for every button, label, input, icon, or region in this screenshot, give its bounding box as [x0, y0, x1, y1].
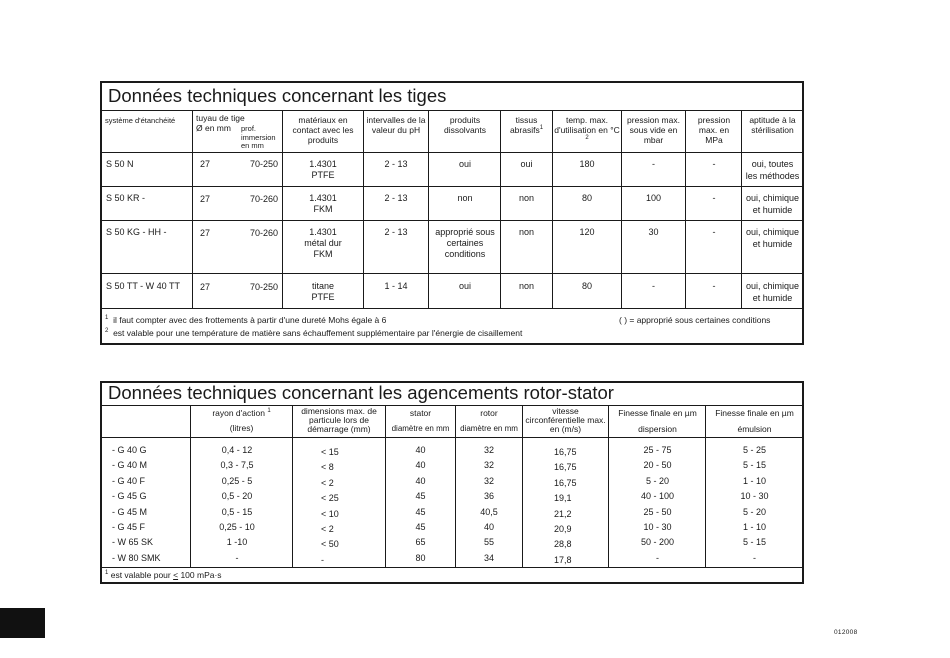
header-tissus-label: tissus abrasifs — [509, 115, 540, 135]
cell-stator: 40 — [415, 445, 426, 455]
cell-rayon: 0,25 - 5 — [221, 475, 253, 486]
header-emulsion-unit: émulsion — [737, 424, 772, 434]
cell-profondeur: 70-250 — [249, 282, 278, 292]
cell-pression-max: - — [712, 281, 716, 291]
header-rotor-unit: diamètre en mm — [460, 424, 518, 433]
cell-rotor: 40 — [483, 522, 494, 532]
cell-emulsion: 1 - 10 — [742, 522, 766, 532]
cell-vitesse: 20,9 — [554, 524, 572, 534]
cell-dispersion: 5 - 20 — [645, 475, 669, 486]
header-pression-vide: pression max. sous vide en mbar — [627, 115, 680, 145]
cell-model: - W 65 SK — [112, 537, 154, 548]
cell-stator: 40 — [415, 475, 426, 486]
footnote-text: est valable pour — [110, 570, 171, 580]
footnote-viscosite — [105, 570, 222, 581]
divider — [685, 110, 686, 308]
cell-materiaux: PTFE — [311, 170, 335, 180]
header-ph: intervalles de la valeur du pH — [366, 115, 426, 135]
cell-rayon: 0,5 - 15 — [221, 506, 253, 517]
cell-vitesse: 17,8 — [554, 554, 572, 565]
header-dispersion-unit: dispersion — [638, 424, 677, 434]
cell-aptitude: et humide — [752, 293, 793, 303]
divider — [102, 186, 802, 187]
cell-dimensions: < 50 — [321, 539, 339, 550]
cell-temp: 180 — [579, 159, 595, 169]
cell-dispersion: 20 - 50 — [643, 460, 672, 471]
cell-emulsion: - — [753, 552, 756, 563]
header-pression-max: pression max. en MPa — [697, 115, 731, 145]
cell-aptitude: oui, toutes — [751, 159, 794, 169]
cell-materiaux: FKM — [313, 204, 333, 214]
cell-pression-vide: - — [652, 281, 655, 291]
cell-profondeur: 70-250 — [249, 159, 278, 169]
cell-model: - W 80 SMK — [112, 552, 161, 563]
cell-model: - G 40 G — [112, 445, 147, 455]
footnote-mark: 2 — [585, 135, 589, 142]
cell-produits: non — [457, 193, 473, 203]
header-temp — [554, 115, 620, 145]
header-dimensions: dimensions max. de particule lors de démarrage (mm) — [301, 406, 377, 434]
divider — [741, 110, 742, 308]
cell-vitesse: 16,75 — [554, 462, 577, 473]
header-aptitude: aptitude à la stérilisation — [749, 115, 796, 135]
cell-dispersion: 25 - 75 — [643, 445, 672, 455]
cell-dispersion: - — [656, 552, 659, 563]
cell-systeme: S 50 TT - W 40 TT — [106, 281, 181, 291]
cell-produits: oui — [458, 159, 471, 169]
cell-tissus: non — [518, 281, 535, 291]
cell-ph: 2 - 13 — [384, 227, 408, 237]
cell-systeme: S 50 KR - — [106, 193, 146, 203]
cell-materiaux: 1.4301 — [309, 193, 337, 203]
cell-produits: certaines — [446, 238, 484, 248]
header-temp-label: temp. max. d'utilisation en °C — [554, 115, 620, 135]
divider — [385, 405, 386, 567]
cell-tissus: non — [518, 227, 535, 237]
cell-dimensions: < 25 — [321, 493, 339, 504]
divider — [705, 405, 706, 567]
divider — [292, 405, 293, 567]
cell-aptitude: oui, chimique — [745, 193, 800, 203]
cell-rayon: 0,3 - 7,5 — [220, 460, 254, 471]
cell-stator: 45 — [415, 522, 426, 532]
header-materiaux: matériaux en contact avec les produits — [292, 115, 354, 145]
cell-tissus: non — [518, 193, 535, 203]
divider — [102, 152, 802, 153]
cell-materiaux: métal dur — [304, 238, 342, 248]
cell-stator: 45 — [415, 506, 426, 517]
cell-emulsion: 5 - 15 — [742, 460, 766, 471]
cell-rotor: 32 — [483, 460, 494, 471]
divider — [102, 110, 802, 111]
cell-vitesse: 16,75 — [554, 477, 577, 488]
divider — [102, 405, 802, 406]
header-rotor: rotor — [480, 408, 498, 418]
cell-dimensions: - — [321, 554, 324, 565]
cell-diametre: 27 — [200, 282, 211, 292]
cell-rotor: 36 — [483, 491, 494, 502]
cell-rayon: 0,4 - 12 — [221, 445, 253, 455]
header-vitesse: vitesse circonférentielle max. en (m/s) — [525, 406, 606, 434]
divider — [428, 110, 429, 308]
header-tuyau: tuyau de tige — [196, 113, 245, 123]
cell-dimensions: < 8 — [321, 462, 334, 473]
divider — [102, 273, 802, 274]
divider — [192, 110, 193, 308]
cell-dispersion: 40 - 100 — [640, 491, 675, 502]
footnote-mark: 1 — [105, 570, 109, 577]
footnote-text: 100 mPa·s — [180, 570, 222, 580]
header-stator: stator — [409, 408, 432, 418]
footnote-text: il faut compter avec des frottements à partir d'une dureté Mohs égale à 6 — [113, 315, 387, 325]
cell-rayon: - — [235, 552, 239, 563]
cell-rotor: 55 — [483, 537, 494, 548]
header-diametre: Ø en mm — [196, 123, 231, 133]
cell-vitesse: 28,8 — [554, 539, 572, 550]
cell-aptitude: les méthodes — [745, 171, 800, 181]
page-marker-block — [0, 608, 45, 638]
cell-dispersion: 10 - 30 — [643, 522, 672, 532]
page-code: 012008 — [834, 629, 858, 636]
divider — [282, 110, 283, 308]
cell-materiaux: FKM — [313, 249, 333, 259]
header-systeme: système d'étanchéité — [105, 116, 176, 125]
table-tiges — [100, 81, 804, 345]
cell-diametre: 27 — [200, 194, 211, 204]
cell-profondeur: 70-260 — [249, 194, 278, 204]
cell-dispersion: 50 - 200 — [640, 537, 675, 548]
footnote-text: est valable pour une température de matière sans échauffement supplémentaire par l'énergie de cisaillement — [113, 328, 523, 338]
cell-rayon: 1 -10 — [226, 537, 248, 548]
footnote-symbol: < — [173, 570, 179, 580]
footnote-mark: 1 — [267, 408, 271, 415]
header-stator-unit: diamètre en mm — [391, 424, 450, 433]
cell-rotor: 32 — [483, 445, 494, 455]
cell-stator: 65 — [415, 537, 426, 548]
cell-model: - G 45 M — [112, 506, 148, 517]
cell-pression-max: - — [712, 227, 716, 237]
cell-temp: 80 — [581, 193, 592, 203]
cell-systeme: S 50 KG - HH - — [106, 227, 167, 237]
cell-emulsion: 5 - 15 — [742, 537, 766, 548]
cell-pression-max: - — [712, 159, 716, 169]
cell-temp: 120 — [579, 227, 595, 237]
cell-dispersion: 25 - 50 — [643, 506, 672, 517]
cell-rotor: 34 — [483, 552, 494, 563]
cell-diametre: 27 — [200, 228, 211, 238]
header-rayon-unit: (litres) — [229, 423, 254, 433]
cell-produits: conditions — [444, 249, 486, 259]
cell-emulsion: 5 - 20 — [742, 506, 766, 517]
divider — [621, 110, 622, 308]
cell-materiaux: 1.4301 — [309, 227, 337, 237]
cell-pression-max: - — [712, 193, 716, 203]
cell-vitesse: 16,75 — [554, 447, 577, 457]
footnote-2 — [105, 328, 522, 339]
cell-model: - G 40 F — [112, 475, 146, 486]
cell-rayon: 0,5 - 20 — [221, 491, 253, 502]
cell-emulsion: 1 - 10 — [742, 475, 766, 486]
cell-profondeur: 70-260 — [249, 228, 278, 238]
cell-vitesse: 21,2 — [554, 508, 572, 519]
header-profondeur: prof. immersion en mm — [241, 124, 276, 150]
cell-aptitude: oui, chimique — [745, 281, 800, 291]
divider — [102, 308, 802, 309]
cell-materiaux: 1.4301 — [309, 159, 337, 169]
divider — [522, 405, 523, 567]
cell-ph: 1 - 14 — [384, 281, 408, 291]
cell-aptitude: oui, chimique — [745, 227, 800, 237]
cell-rotor: 40,5 — [480, 506, 498, 517]
cell-produits: approprié sous — [435, 227, 495, 237]
cell-diametre: 27 — [200, 159, 211, 169]
header-rayon — [192, 408, 291, 418]
cell-model: - G 40 M — [112, 460, 148, 471]
cell-stator: 80 — [415, 552, 426, 563]
footnote-legend: ( ) = approprié sous certaines conditions — [619, 315, 771, 325]
cell-stator: 45 — [415, 491, 426, 502]
header-tissus — [502, 115, 551, 135]
table-tiges-title: Données techniques concernant les tiges — [108, 85, 447, 106]
cell-dimensions: < 2 — [321, 477, 334, 488]
table-rotor-stator — [100, 381, 804, 584]
cell-stator: 40 — [415, 460, 426, 471]
divider — [608, 405, 609, 567]
divider — [363, 110, 364, 308]
divider — [552, 110, 553, 308]
divider — [500, 110, 501, 308]
cell-ph: 2 - 13 — [384, 193, 408, 203]
header-finesse-emulsion: Finesse finale en µm — [715, 408, 794, 418]
footnote-1 — [105, 315, 386, 326]
divider — [190, 405, 191, 567]
table-rotor-stator-title: Données techniques concernant les agencements rotor-stator — [108, 382, 614, 403]
cell-systeme: S 50 N — [106, 159, 134, 169]
cell-aptitude: et humide — [752, 205, 793, 215]
cell-materiaux: titane — [311, 281, 335, 291]
cell-model: - G 45 F — [112, 522, 146, 532]
cell-rayon: 0,25 - 10 — [219, 522, 255, 532]
cell-produits: oui — [458, 281, 471, 291]
header-rayon-label: rayon d'action — [212, 408, 265, 418]
cell-temp: 80 — [581, 281, 592, 291]
cell-tissus: oui — [520, 159, 533, 169]
cell-pression-vide: 30 — [648, 227, 659, 237]
cell-emulsion: 5 - 25 — [742, 445, 766, 455]
cell-rotor: 32 — [483, 475, 494, 486]
divider — [102, 437, 802, 438]
footnote-mark: 1 — [105, 315, 109, 322]
footnote-mark: 1 — [539, 125, 544, 132]
cell-model: - G 45 G — [112, 491, 147, 502]
cell-dimensions: < 10 — [321, 508, 339, 519]
header-produits: produits dissolvants — [443, 115, 487, 135]
cell-vitesse: 19,1 — [554, 493, 572, 504]
divider — [102, 220, 802, 221]
header-finesse-dispersion: Finesse finale en µm — [618, 408, 697, 418]
divider — [102, 567, 802, 568]
cell-ph: 2 - 13 — [384, 159, 408, 169]
cell-materiaux: PTFE — [311, 292, 335, 302]
cell-emulsion: 10 - 30 — [740, 491, 769, 502]
cell-dimensions: < 2 — [321, 524, 334, 534]
cell-pression-vide: - — [652, 159, 655, 169]
cell-aptitude: et humide — [752, 239, 793, 249]
cell-dimensions: < 15 — [321, 447, 339, 457]
footnote-mark: 2 — [105, 328, 109, 335]
cell-pression-vide: 100 — [645, 193, 662, 203]
